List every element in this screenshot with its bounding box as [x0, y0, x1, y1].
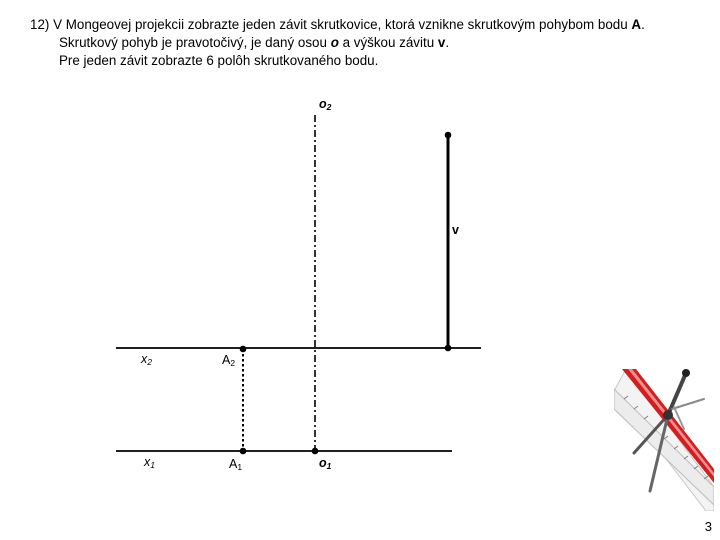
drafting-compass-icon: [614, 369, 714, 511]
task-height-v: v: [437, 35, 446, 50]
v-top-point: [445, 132, 452, 139]
task-axis-o: o: [330, 35, 339, 50]
task-line-1-end: .: [641, 17, 645, 32]
task-point-a: A: [631, 17, 642, 32]
task-line-2-end: .: [445, 35, 450, 50]
label-o1: o1: [319, 456, 332, 471]
label-a1: A1: [229, 457, 243, 472]
point-a2: [240, 346, 247, 353]
point-a1: [240, 448, 247, 455]
task-line-1-text: 12) V Mongeovej projekcii zobrazte jeden závit skrutkovice, ktorá vznikne skrutkovým pohybom bodu: [30, 17, 632, 32]
label-a2: A2: [222, 353, 236, 368]
label-x2: x2: [141, 352, 152, 367]
label-x1: x1: [144, 455, 155, 470]
task-line-2-text: Skrutkový pohyb je pravotočivý, je daný osou: [59, 35, 331, 50]
task-line-2-mid: a výškou závitu: [338, 35, 438, 50]
label-o2: o2: [319, 97, 332, 112]
task-line-3: Pre jeden závit zobrazte 6 polôh skrutkovaného bodu.: [59, 53, 379, 68]
point-o1: [312, 448, 319, 455]
label-v: v: [452, 223, 459, 237]
page-number: 3: [704, 519, 712, 534]
v-bottom-point: [445, 345, 452, 352]
